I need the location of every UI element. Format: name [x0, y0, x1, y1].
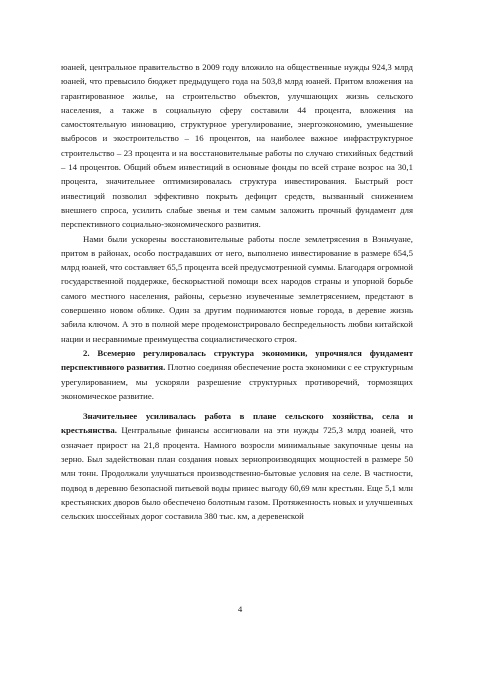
paragraph-text: Плотно соединяя обеспечение роста экономики с ее структурным урегулированием, мы ускоряли разрешение структурных противоречий, тормозящих экономическое развитие.	[61, 362, 413, 401]
page-number: 4	[237, 604, 243, 614]
paragraph-public-investment	[61, 60, 413, 232]
paragraph-text: Нами были ускорены восстановительные работы после землетрясения в Вэньчуане, притом в районах, особо пострадавших от него, выполнено инвестирование в размере 654,5 млрд юаней, что составляет 65,5 процента всей предусмотренной суммы. Благодаря огромной государственной поддержке, бескорыстной помощи всех народов страны и упорной борьбе самого местного населения, районы, серьезно изувеченные землетрясением, предстают в совершенно новом облике. Один за другим поднимаются новые города, в деревне жизнь забила ключом. А это в полной мере продемонстрировало беспредельность любви китайской нации и несравнимые преимущества социалистического строя.	[61, 233, 413, 344]
paragraph-earthquake-recovery	[61, 232, 413, 346]
paragraph-text: Центральные финансы ассигновали на эти нужды 725,3 млрд юаней, что означает прирост на 21,8 процента. Намного возросли минимальные закупочные цены на зерно. Был задействован план создания новых зернопроизводящих мощностей в размере 50 млн тонн. Продолжали улучшаться производственно-бытовые условия на селе. В частности, подвод в деревню безопасной питьевой воды принес выгоду 60,69 млн крестьян. Еще 5,1 млн крестьянских дворов было обеспечено болотным газом. Протяженность новых и улучшенных сельских шоссейных дорог составила 380 тыс. км, а деревенской	[61, 425, 413, 522]
paragraph-text: юаней, центральное правительство в 2009 году вложило на общественные нужды 924,3 млрд юаней, что превысило бюджет предыдущего года на 503,8 млрд юаней. Притом вложения на гарантированное жилье, на строительство объектов, улучшающих жизнь сельского населения, а также в социальную сферу составили 44 процента, вложения на самостоятельную инновацию, структурное урегулирование, энергоэкономию, уменьшение выбросов и экостроительство – 16 процентов, на наиболее важное инфраструктурное строительство – 23 процента и на восстановительные работы по случаю стихийных бедствий – 14 процентов. Общий объем инвестиций в основные фонды по всей стране возрос на 30,1 процента, значительнее оптимизировалась структура инвестирования. Быстрый рост инвестиций позволил эффективно покрыть дефицит средств, вызванный снижением внешнего спроса, усилить слабые звенья и тем самым заложить прочный фундамент для перспективного социально-экономического развития.	[61, 62, 413, 230]
paragraph-agriculture	[61, 409, 413, 523]
section-heading: Значительнее усиливалась работа в плане сельского хозяйства, села и крестьянства.	[61, 411, 413, 436]
section-heading: 2. Всемерно регулировалась структура экономики, упрочнялся фундамент перспективного развития.	[61, 347, 413, 373]
document-body	[61, 60, 413, 524]
paragraph-economic-structure	[61, 346, 413, 403]
